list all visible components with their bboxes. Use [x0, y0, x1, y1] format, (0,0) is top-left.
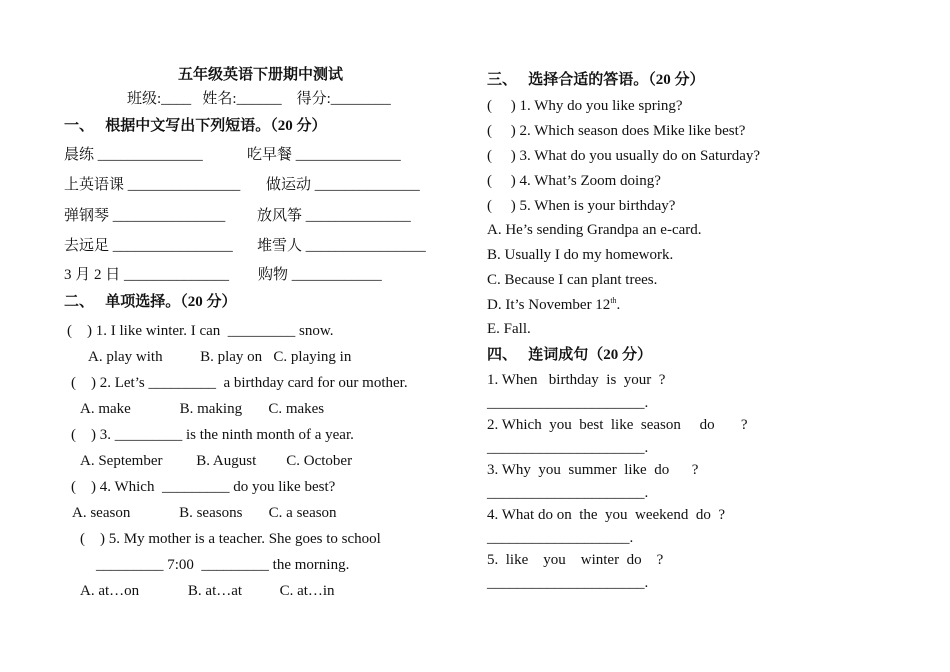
options-line: A. season B. seasons C. a season [72, 505, 337, 521]
response-answer: E. Fall. [487, 321, 531, 337]
response-answer: C. Because I can plant trees. [487, 272, 658, 288]
answer-d-period: . [616, 297, 621, 313]
options-line: A. make B. making C. makes [80, 401, 325, 417]
phrase-blank: 去远足 ________________ [64, 238, 233, 254]
question-line-continued: _________ 7:00 _________ the morning. [96, 557, 350, 573]
phrase-blank: 放风筝 ______________ [257, 208, 411, 224]
question-line: ( ) 4. Which _________ do you like best? [71, 479, 336, 495]
response-question: ( ) 1. Why do you like spring? [487, 98, 683, 114]
answer-blank: _____________________. [487, 440, 649, 456]
phrase-blank: 晨练 ______________ [64, 147, 203, 163]
question-line: ( ) 3. _________ is the ninth month of a year. [71, 427, 354, 443]
options-line: A. play with B. play on C. playing in [88, 349, 352, 365]
phrase-blank: 弹钢琴 _______________ [64, 208, 226, 224]
question-line: ( ) 1. I like winter. I can _________ snow. [67, 323, 334, 339]
phrase-blank: 购物 ____________ [258, 267, 382, 283]
question-line: ( ) 5. My mother is a teacher. She goes to school [80, 531, 381, 547]
page-title: 五年级英语下册期中测试 [178, 67, 344, 83]
response-question: ( ) 5. When is your birthday? [487, 198, 676, 214]
section-2-heading: 二、 单项选择。（20 分） [64, 294, 237, 310]
scrambled-words: 4. What do on the you weekend do ? [487, 507, 726, 523]
answer-blank: ___________________. [487, 530, 634, 546]
answer-blank: _____________________. [487, 485, 649, 501]
response-answer: A. He’s sending Grandpa an e-card. [487, 222, 702, 238]
phrase-blank: 吃早餐 ______________ [247, 147, 401, 163]
response-answer: B. Usually I do my homework. [487, 247, 674, 263]
section-1-heading: 一、 根据中文写出下列短语。（20 分） [64, 118, 327, 134]
response-question: ( ) 4. What’s Zoom doing? [487, 173, 661, 189]
scrambled-words: 2. Which you best like season do ? [487, 417, 748, 433]
phrase-blank: 做运动 ______________ [266, 177, 420, 193]
answer-blank: _____________________. [487, 575, 649, 591]
answer-d-superscript: th [610, 296, 617, 305]
answer-d-text: D. It’s November 12 [487, 297, 611, 313]
question-line: ( ) 2. Let’s _________ a birthday card for our mother. [71, 375, 408, 391]
phrase-blank: 堆雪人 ________________ [257, 238, 426, 254]
response-answer-d [487, 296, 620, 314]
phrase-blank: 3 月 2 日 ______________ [64, 267, 230, 283]
options-line: A. September B. August C. October [80, 453, 353, 469]
options-line: A. at…on B. at…at C. at…in [80, 583, 335, 599]
section-3-heading: 三、 选择合适的答语。（20 分） [487, 72, 705, 88]
student-info-line: 班级:____ 姓名:______ 得分:________ [127, 91, 391, 107]
scrambled-words: 3. Why you summer like do ? [487, 462, 699, 478]
answer-blank: _____________________. [487, 395, 649, 411]
phrase-blank: 上英语课 _______________ [64, 177, 241, 193]
section-4-heading: 四、 连词成句（20 分） [487, 347, 653, 363]
response-question: ( ) 2. Which season does Mike like best? [487, 123, 746, 139]
response-question: ( ) 3. What do you usually do on Saturday? [487, 148, 761, 164]
scrambled-words: 5. like you winter do ? [487, 552, 664, 568]
scrambled-words: 1. When birthday is your ? [487, 372, 666, 388]
